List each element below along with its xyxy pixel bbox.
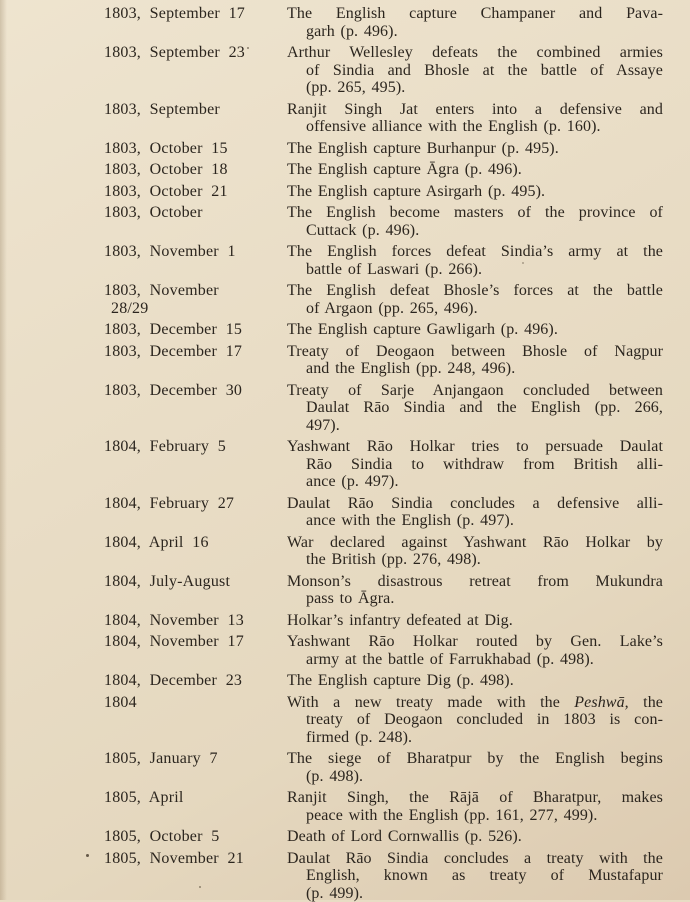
- timeline-entry: [104, 534, 663, 569]
- timeline-entry: [104, 204, 663, 239]
- entry-description: Daulat Rāo Sindia concludes a treaty with the English, known as treaty of Mustafapur (p. 499).: [287, 850, 663, 902]
- entry-description: The English capture Burhanpur (p. 495).: [287, 140, 663, 158]
- entry-description: With a new treaty made with the Peshwā, the treaty of Deogaon concluded in 1803 is con- firmed (p. 248).: [287, 694, 663, 747]
- timeline-entry: [104, 750, 663, 785]
- timeline-entry: [104, 438, 663, 491]
- entry-date: 1805, October 5: [104, 828, 287, 846]
- timeline-entry: [104, 789, 663, 824]
- entry-date: 1804, February 5: [104, 438, 287, 456]
- entry-description: The English defeat Bhosle’s forces at the battle of Argaon (pp. 265, 496).: [287, 282, 663, 317]
- timeline-entry: [104, 573, 663, 608]
- entries-list: [104, 5, 663, 902]
- entry-date: 1803, October 18: [104, 161, 287, 179]
- entry-description: Death of Lord Cornwallis (p. 526).: [287, 828, 663, 846]
- timeline-entry: [104, 140, 663, 158]
- entry-date: 1803, October: [104, 204, 287, 222]
- entry-description: The English become masters of the province of Cuttack (p. 496).: [287, 204, 663, 239]
- entry-date: 1803, October 21: [104, 183, 287, 201]
- ink-speck: [247, 47, 249, 49]
- timeline-entry: [104, 243, 663, 278]
- entry-date: 1804, November 13: [104, 612, 287, 630]
- entry-date: 1804, November 17: [104, 633, 287, 651]
- timeline-entry: [104, 161, 663, 179]
- entry-description: The English capture Asirgarh (p. 495).: [287, 183, 663, 201]
- entry-description: Ranjit Singh Jat enters into a defensive and offensive alliance with the English (p. 160).: [287, 101, 663, 136]
- entry-description: Arthur Wellesley defeats the combined armies of Sindia and Bhosle at the battle of Assaye (pp. 265, 495).: [287, 44, 663, 97]
- entry-date: 1803, November 28/29: [104, 282, 287, 317]
- entry-description: Yashwant Rāo Holkar routed by Gen. Lake’s army at the battle of Farrukhabad (p. 498).: [287, 633, 663, 668]
- timeline-entry: [104, 5, 663, 40]
- ink-speck: [199, 886, 201, 888]
- timeline-entry: [104, 633, 663, 668]
- ink-speck: [86, 854, 89, 857]
- timeline-entry: [104, 282, 663, 317]
- ink-speck: [522, 262, 524, 264]
- entry-description: Holkar’s infantry defeated at Dig.: [287, 612, 663, 630]
- entry-date: 1803, December 30: [104, 382, 287, 400]
- entry-date: 1805, November 21: [104, 850, 287, 868]
- entry-date: 1803, September: [104, 101, 287, 119]
- timeline-entry: [104, 495, 663, 530]
- entry-date: 1803, December 17: [104, 343, 287, 361]
- entry-date: 1803, October 15: [104, 140, 287, 158]
- entry-description: Monson’s disastrous retreat from Mukundra pass to Āgra.: [287, 573, 663, 608]
- entry-description: Ranjit Singh, the Rājā of Bharatpur, makes peace with the English (pp. 161, 277, 499).: [287, 789, 663, 824]
- entry-description: The English capture Champaner and Pava- garh (p. 496).: [287, 5, 663, 40]
- timeline-entry: [104, 612, 663, 630]
- entry-description: War declared against Yashwant Rāo Holkar by the British (pp. 276, 498).: [287, 534, 663, 569]
- entry-description: The English capture Āgra (p. 496).: [287, 161, 663, 179]
- entry-description: Treaty of Deogaon between Bhosle of Nagpur and the English (pp. 248, 496).: [287, 343, 663, 378]
- timeline-entry: [104, 672, 663, 690]
- timeline-entry: [104, 183, 663, 201]
- timeline-entry: [104, 694, 663, 747]
- entry-date: 1805, April: [104, 789, 287, 807]
- timeline-entry: [104, 828, 663, 846]
- entry-date: 1803, November 1: [104, 243, 287, 261]
- entry-date: 1804, December 23: [104, 672, 287, 690]
- entry-description: The English forces defeat Sindia’s army at the battle of Laswari (p. 266).: [287, 243, 663, 278]
- entry-date: 1803, December 15: [104, 321, 287, 339]
- timeline-entry: [104, 44, 663, 97]
- entry-date: 1804, February 27: [104, 495, 287, 513]
- timeline-entry: [104, 382, 663, 435]
- entry-description: Treaty of Sarje Anjangaon concluded between Daulat Rāo Sindia and the English (pp. 266, 497).: [287, 382, 663, 435]
- timeline-entry: [104, 321, 663, 339]
- timeline-entry: [104, 850, 663, 902]
- entry-description: The English capture Dig (p. 498).: [287, 672, 663, 690]
- entry-date: 1804, April 16: [104, 534, 287, 552]
- entry-date: 1804, July-August: [104, 573, 287, 591]
- entry-date: 1805, January 7: [104, 750, 287, 768]
- entry-description: Yashwant Rāo Holkar tries to persuade Daulat Rāo Sindia to withdraw from British alli- ance (p. 497).: [287, 438, 663, 491]
- entry-date: 1804: [104, 694, 287, 712]
- entry-description: Daulat Rāo Sindia concludes a defensive alli- ance with the English (p. 497).: [287, 495, 663, 530]
- entry-description: The English capture Gawligarh (p. 496).: [287, 321, 663, 339]
- entry-description: The siege of Bharatpur by the English begins (p. 498).: [287, 750, 663, 785]
- scan-edge-shadow: [0, 0, 7, 900]
- timeline-entry: [104, 343, 663, 378]
- entry-date: 1803, September 17: [104, 5, 287, 23]
- timeline-entry: [104, 101, 663, 136]
- entry-date: 1803, September 23: [104, 44, 287, 62]
